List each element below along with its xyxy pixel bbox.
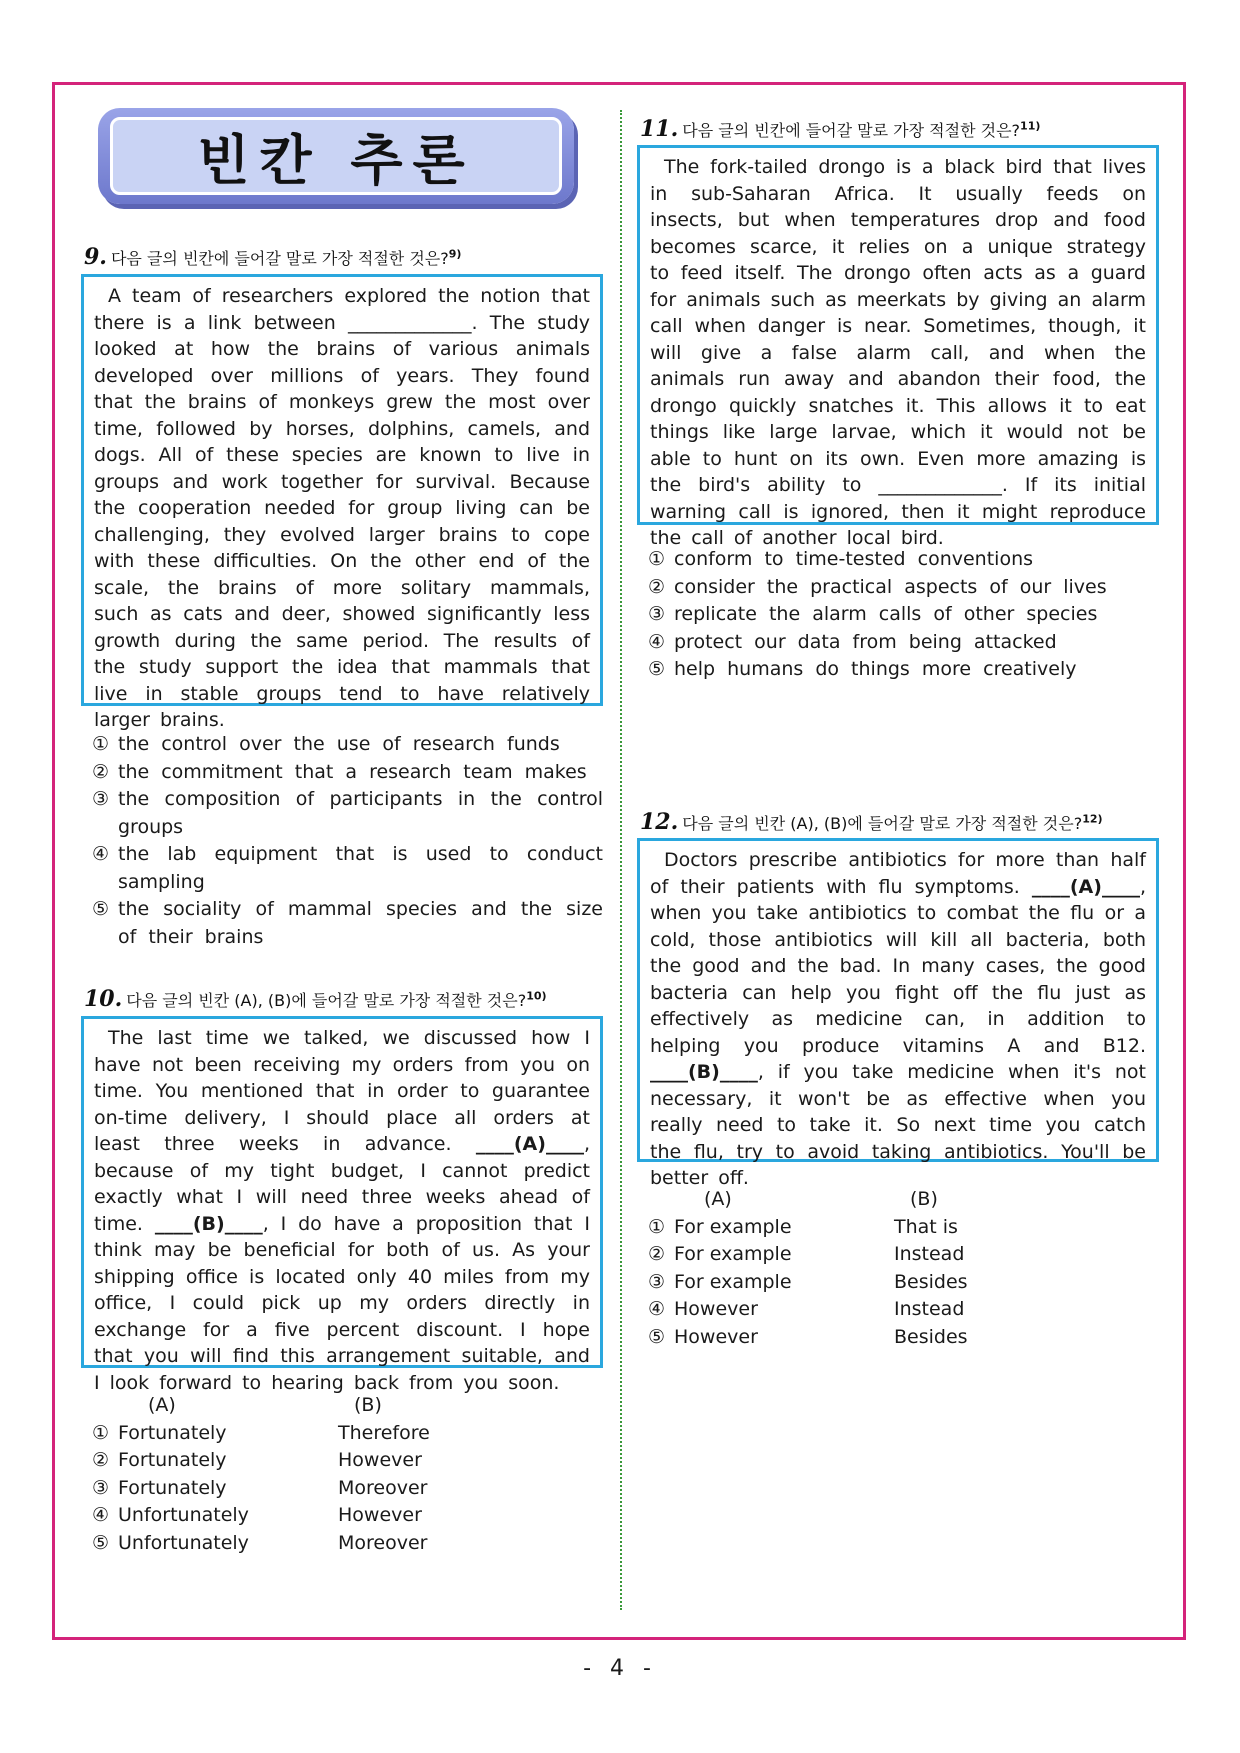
option-columns-header [648, 1186, 968, 1214]
footnote-ref: 9) [448, 247, 462, 261]
question-10-passage-box [81, 1016, 603, 1394]
option-mark: ③ [92, 788, 110, 810]
passage-text: The last time we talked, we discussed how I have not been receiving my orders from you on time. You mentioned that in order to guarantee on-time delivery, I should place all orders at least three weeks in advance. ____(A)____, because of my tight budget, I cannot predict exactly what I will need three weeks ahead of time. ____(B)____, I do have a proposition that I think may be beneficial for both of us. As your shipping office is located only 40 miles from my office, I could pick up my orders directly in exchange for a five percent discount. I hope that you will find this arrangement suitable, and I look forward to hearing back from you soon. [94, 1027, 590, 1394]
passage-text: A team of researchers explored the notion that there is a link between _____________. The study looked at how the brains of various animals developed over millions of years. They found that the brains of monkeys grew the most over time, followed by horses, dolphins, camels, and dogs. All of these species are known to live in groups and work together for survival. Because the cooperation needed for group living can be challenging, they evolved larger brains to cope with these difficulties. On the other end of the scale, the brains of more solitary mammals, such as cats and deer, showed significantly less growth during the same period. The results of the study support the idea that mammals that live in stable groups tend to have relatively larger brains. [94, 285, 590, 731]
section-title-banner [98, 108, 574, 204]
option-mark: ② [648, 575, 666, 598]
option-mark: ④ [92, 843, 110, 865]
footnote-ref: 12) [1082, 812, 1103, 826]
question-number: 11. [640, 116, 679, 142]
option[interactable] [92, 759, 603, 787]
column-divider [620, 110, 622, 1610]
question-11-passage-box [637, 145, 1159, 549]
question-12-options [648, 1186, 968, 1351]
footnote-ref: 11) [1020, 119, 1041, 133]
column-a-label: (A) [148, 1394, 176, 1416]
option-columns-header [92, 1392, 430, 1420]
option-text: the lab equipment that is used to conduct sampling [118, 843, 603, 893]
option[interactable] [92, 786, 603, 841]
option[interactable]: ③ For example Besides [648, 1270, 968, 1293]
option[interactable] [648, 656, 1159, 684]
option-mark: ① [648, 548, 666, 570]
option[interactable]: ⑤ However Besides [648, 1325, 968, 1348]
option-text: the composition of participants in the control groups [118, 788, 603, 838]
option-text: consider the practical aspects of our lives [674, 575, 1107, 598]
question-number: 12. [640, 809, 679, 835]
blank-a: ____(A)____ [1031, 875, 1140, 898]
option-mark: ⑤ [92, 898, 110, 920]
question-12-passage-box [637, 838, 1159, 1189]
question-12-header [640, 809, 1103, 835]
question-prompt: 다음 글의 빈칸에 들어갈 말로 가장 적절한 것은? [682, 121, 1021, 140]
passage-text: Doctors prescribe antibiotics for more than half of their patients with flu symptoms. ____(A)____, when you take antibiotics to combat the flu or a cold, those antibiotics will kill all bacteria, both the good and the bad. In many cases, the good bacteria can help you fight off the flu just as effectively as medicine can, in addition to helping you produce vitamins A and B12. ____(B)____, if you take medicine when it's not necessary, it won't be as effective when you really need to take it. So next time you catch the flu, try to avoid taking antibiotics. You'll be better off. [650, 849, 1146, 1189]
option-text: the sociality of mammal species and the size of their brains [118, 898, 603, 948]
passage-text: The fork-tailed drongo is a black bird that lives in sub-Saharan Africa. It usually feeds on insects, but when temperatures drop and food becomes scarce, it relies on a unique strategy to feed itself. The drongo often acts as a guard for animals such as meerkats by giving an alarm call when danger is near. Sometimes, though, it will give a false alarm call, and when the animals run away and abandon their food, the drongo quickly snatches it. This allows it to eat things like large larvae, which it would not be able to hunt on its own. Even more amazing is the bird's ability to _____________. If its initial warning call is ignored, then it might reproduce the call of another local bird. [650, 156, 1146, 549]
option[interactable]: ② Fortunately However [92, 1449, 422, 1471]
column-b-label: (B) [910, 1188, 938, 1210]
footnote-ref: 10) [526, 989, 547, 1003]
question-prompt: 다음 글의 빈칸에 들어갈 말로 가장 적절한 것은? [110, 249, 449, 268]
option-text: help humans do things more creatively [674, 658, 1077, 680]
option-text: replicate the alarm calls of other species [674, 603, 1098, 625]
question-11-header [640, 116, 1040, 142]
option[interactable]: ① Fortunately Therefore [92, 1421, 430, 1444]
blank-b: ____(B)____ [650, 1061, 758, 1083]
option-mark: ⑤ [648, 658, 666, 680]
option[interactable]: ⑤ Unfortunately Moreover [92, 1531, 428, 1554]
option[interactable] [648, 629, 1159, 657]
option[interactable]: ① For example That is [648, 1215, 958, 1238]
question-9-options [92, 731, 603, 951]
option[interactable]: ④ However Instead [648, 1298, 965, 1320]
question-9-header [84, 244, 461, 270]
option-text: conform to time-tested conventions [674, 548, 1034, 570]
option-mark: ④ [648, 630, 666, 653]
option-mark: ③ [648, 603, 666, 625]
option[interactable] [648, 546, 1159, 574]
question-11-options [648, 546, 1159, 684]
option-text: protect our data from being attacked [674, 630, 1057, 653]
option[interactable]: ④ Unfortunately However [92, 1504, 422, 1526]
option[interactable] [92, 731, 603, 759]
question-number: 10. [84, 986, 123, 1012]
option[interactable] [92, 896, 603, 951]
option-mark: ② [92, 760, 110, 783]
question-10-options [92, 1392, 430, 1557]
column-b-label: (B) [354, 1394, 382, 1416]
question-9-passage-box [81, 274, 603, 731]
question-10-header [84, 986, 547, 1012]
option[interactable] [648, 574, 1159, 602]
blank-b: ____(B)____ [154, 1212, 263, 1235]
column-a-label: (A) [704, 1188, 732, 1210]
option-text: the control over the use of research funds [118, 733, 560, 755]
question-prompt: 다음 글의 빈칸 (A), (B)에 들어갈 말로 가장 적절한 것은? [682, 814, 1083, 833]
option[interactable]: ③ Fortunately Moreover [92, 1476, 428, 1499]
option[interactable] [648, 601, 1159, 629]
option[interactable] [92, 841, 603, 896]
page-number: - 4 - [583, 1656, 657, 1681]
blank-a: ____(A)____ [475, 1133, 584, 1155]
question-number: 9. [84, 244, 107, 270]
question-prompt: 다음 글의 빈칸 (A), (B)에 들어갈 말로 가장 적절한 것은? [126, 991, 527, 1010]
option-text: the commitment that a research team makes [118, 760, 587, 783]
section-title: 빈칸 추론 [110, 117, 562, 195]
option-mark: ① [92, 733, 110, 755]
option[interactable]: ② For example Instead [648, 1243, 965, 1265]
